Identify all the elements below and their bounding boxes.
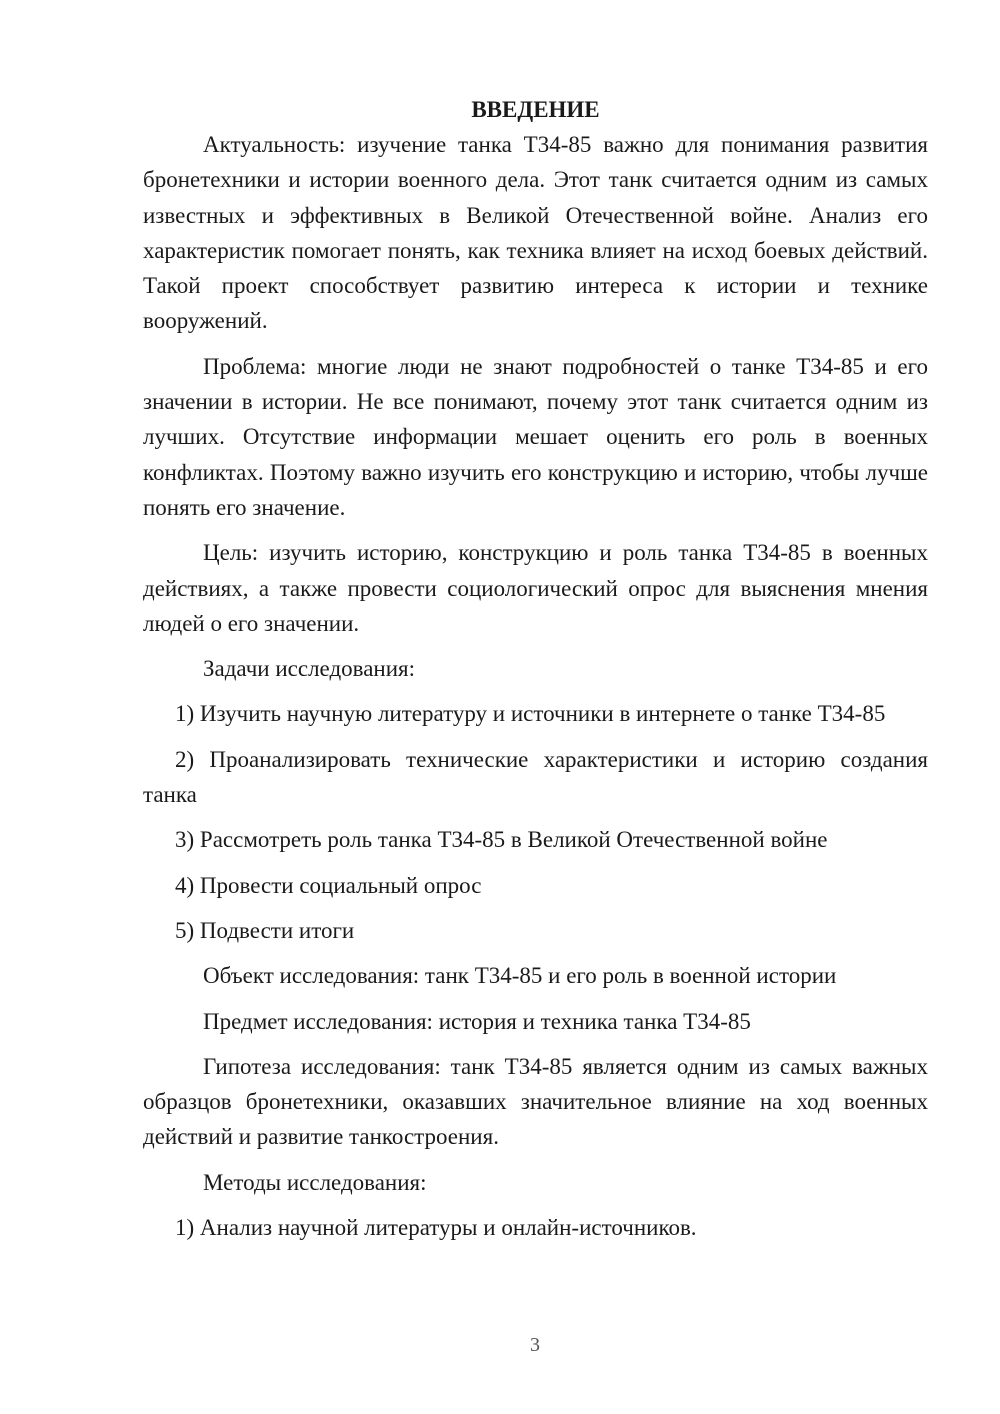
paragraph-relevance: Актуальность: изучение танка Т34-85 важно для понимания развития бронетехники и истории военного дела. Этот танк считается одним из самых известных и эффективных в Великой Отечественной войне. Анализ его характеристик помогает понять, как техника влияет на исход боевых действий. Такой проект способствует развитию интереса к истории и технике вооружений.	[143, 132, 928, 334]
research-subject: Предмет исследования: история и техника танка Т34-85	[203, 1008, 751, 1034]
task-item-3: 3) Рассмотреть роль танка Т34-85 в Великой Отечественной войне	[175, 827, 828, 853]
page-title: ВВЕДЕНИЕ	[471, 97, 600, 122]
research-hypothesis: Гипотеза исследования: танк Т34-85 является одним из самых важных образцов бронетехники, оказавших значительное влияние на ход военных действий и развитие танкостроения.	[143, 1053, 928, 1150]
methods-heading: Методы исследования:	[203, 1169, 427, 1195]
task-item-4: 4) Провести социальный опрос	[175, 872, 482, 898]
paragraph-problem: Проблема: многие люди не знают подробностей о танке Т34-85 и его значении в истории. Не все понимают, почему этот танк считается одним из лучших. Отсутствие информации мешает оценить его роль в военных конфликтах. Поэтому важно изучить его конструкцию и историю, чтобы лучше понять его значение.	[143, 353, 928, 520]
task-item-2: 2) Проанализировать технические характеристики и историю создания танка	[143, 746, 928, 808]
page-number: 3	[530, 1334, 540, 1356]
task-item-5: 5) Подвести итоги	[175, 917, 355, 943]
document-page	[143, 92, 928, 1255]
paragraph-goal: Цель: изучить историю, конструкцию и роль танка Т34-85 в военных действиях, а также провести социологический опрос для выяснения мнения людей о его значении.	[143, 540, 928, 636]
method-item-1: 1) Анализ научной литературы и онлайн-источников.	[175, 1215, 697, 1241]
task-item-1: 1) Изучить научную литературу и источники в интернете о танке Т34-85	[175, 701, 886, 727]
tasks-heading: Задачи исследования:	[203, 656, 416, 682]
research-object: Объект исследования: танк Т34-85 и его роль в военной истории	[203, 963, 837, 989]
